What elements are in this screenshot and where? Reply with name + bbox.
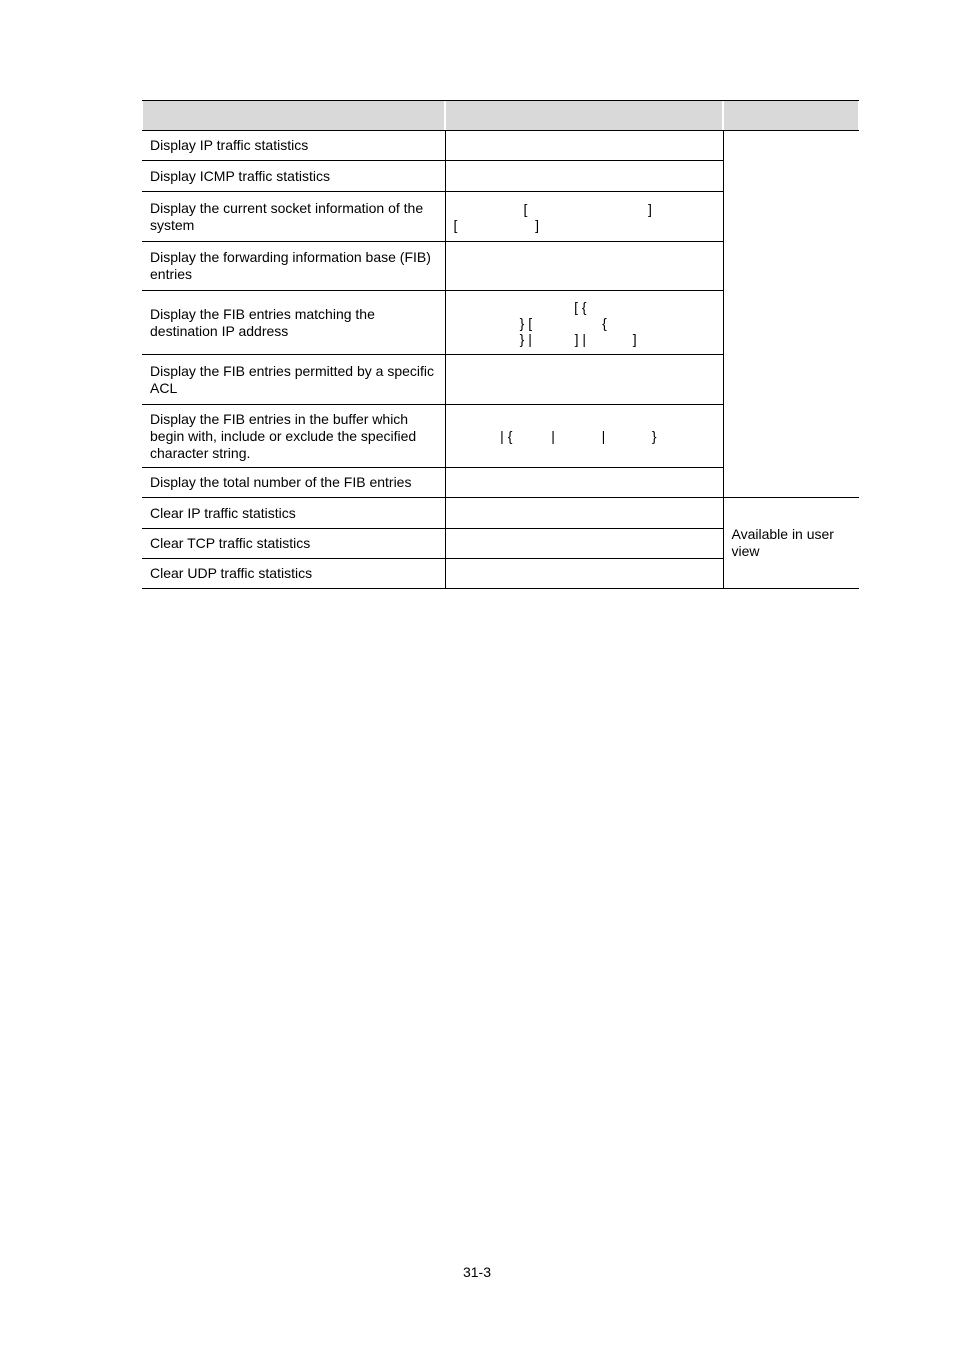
operation-cell: Display the FIB entries matching the destination IP address: [142, 291, 445, 355]
operation-cell: Clear IP traffic statistics: [142, 498, 445, 529]
command-cell: [445, 559, 723, 589]
operation-cell: Display the FIB entries permitted by a specific ACL: [142, 355, 445, 405]
command-table: [142, 100, 859, 589]
command-cell: [ ] [ ]: [445, 192, 723, 242]
command-cell: [445, 355, 723, 405]
operation-cell: Display the current socket information of the system: [142, 192, 445, 242]
operation-cell: Display the total number of the FIB entries: [142, 468, 445, 498]
table-row: [142, 498, 859, 529]
page-number: 31-3: [462, 1264, 492, 1280]
table-row: [142, 131, 859, 161]
command-cell: [445, 161, 723, 192]
remark-available-user-view: Available in user view: [723, 498, 859, 589]
command-cell: [445, 242, 723, 291]
operation-cell: Display the FIB entries in the buffer which begin with, include or exclude the specified character string.: [142, 405, 445, 468]
header-command-label: [445, 101, 723, 130]
header-operation: [142, 101, 445, 131]
operation-cell: Display ICMP traffic statistics: [142, 161, 445, 192]
command-cell: | { | | }: [445, 405, 723, 468]
command-cell: [445, 498, 723, 529]
command-cell: [445, 131, 723, 161]
remarks-cell-empty: [723, 131, 859, 498]
command-cell: [ { } [ { } | ] | ]: [445, 291, 723, 355]
header-command: [445, 101, 723, 131]
header-remarks-label: [723, 101, 859, 130]
operation-cell: Clear TCP traffic statistics: [142, 529, 445, 559]
operation-cell: Display the forwarding information base (FIB) entries: [142, 242, 445, 291]
header-remarks: [723, 101, 859, 131]
command-cell: [445, 468, 723, 498]
header-operation-label: [142, 101, 445, 130]
command-cell: [445, 529, 723, 559]
table-header-row: [142, 101, 859, 131]
operation-cell: Display IP traffic statistics: [142, 131, 445, 161]
operation-cell: Clear UDP traffic statistics: [142, 559, 445, 589]
